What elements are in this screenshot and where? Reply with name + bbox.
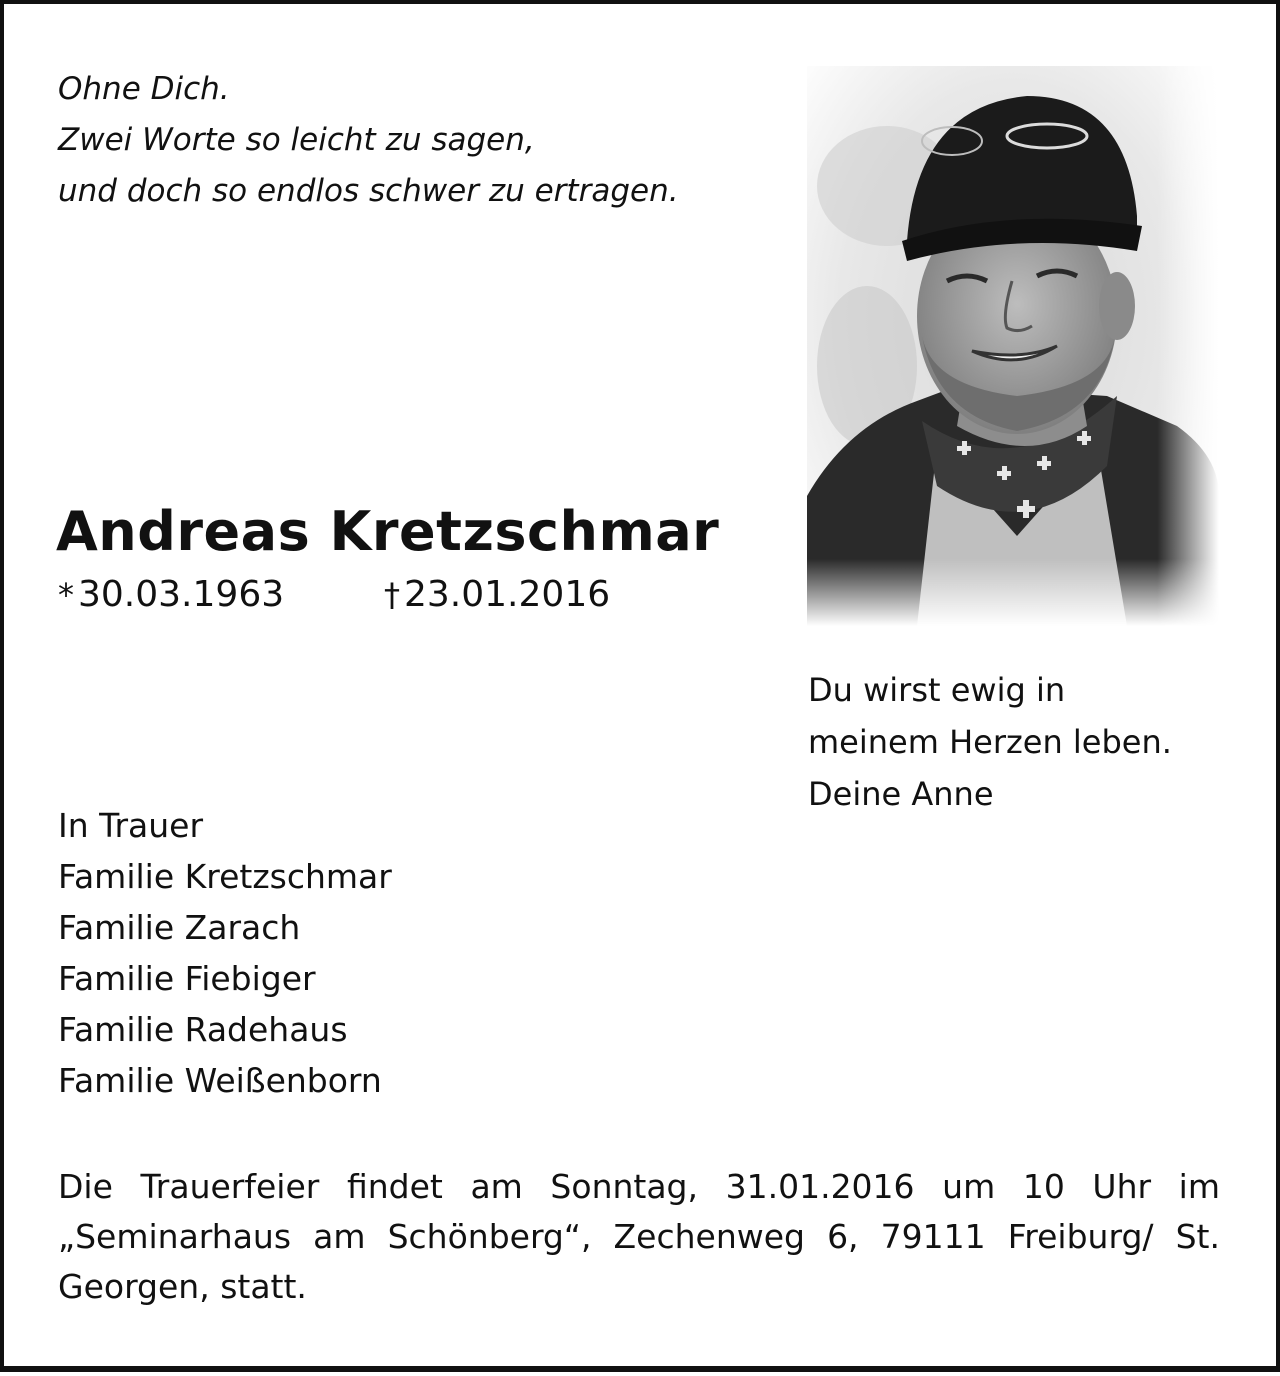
poem-line: Zwei Worte so leicht zu sagen, [58,122,535,158]
mourner-family: Familie Zarach [58,908,301,947]
mourner-family: Familie Weißenborn [58,1061,382,1100]
mourner-family: Familie Kretzschmar [58,857,392,896]
mourners-intro: In Trauer [58,806,204,845]
quote-line: meinem Herzen leben. [808,723,1172,761]
mourner-family: Familie Fiebiger [58,959,316,998]
poem [58,64,679,217]
death-date-group [384,574,610,615]
birth-star-icon: * [58,576,74,614]
death-cross-icon: † [384,576,400,614]
portrait-photo [807,66,1219,626]
birth-date: 30.03.1963 [78,574,285,615]
poem-line: Ohne Dich. [58,71,230,107]
poem-line: und doch so endlos schwer zu ertragen. [58,173,679,209]
personal-quote [808,664,1172,820]
mourner-family: Familie Radehaus [58,1010,348,1049]
quote-line: Du wirst ewig in [808,671,1066,709]
life-dates [58,574,611,615]
deceased-name: Andreas Kretzschmar [56,500,720,563]
birth-date-group [58,574,284,615]
death-date: 23.01.2016 [404,574,611,615]
service-announcement: Die Trauerfeier findet am Sonntag, 31.01.2016 um 10 Uhr im „Seminarhaus am Schönberg“, Zechenweg 6, 79111 Freiburg/ St. Georgen, statt. [58,1167,1220,1306]
mourners-list [58,800,392,1106]
quote-signature: Deine Anne [808,775,994,813]
